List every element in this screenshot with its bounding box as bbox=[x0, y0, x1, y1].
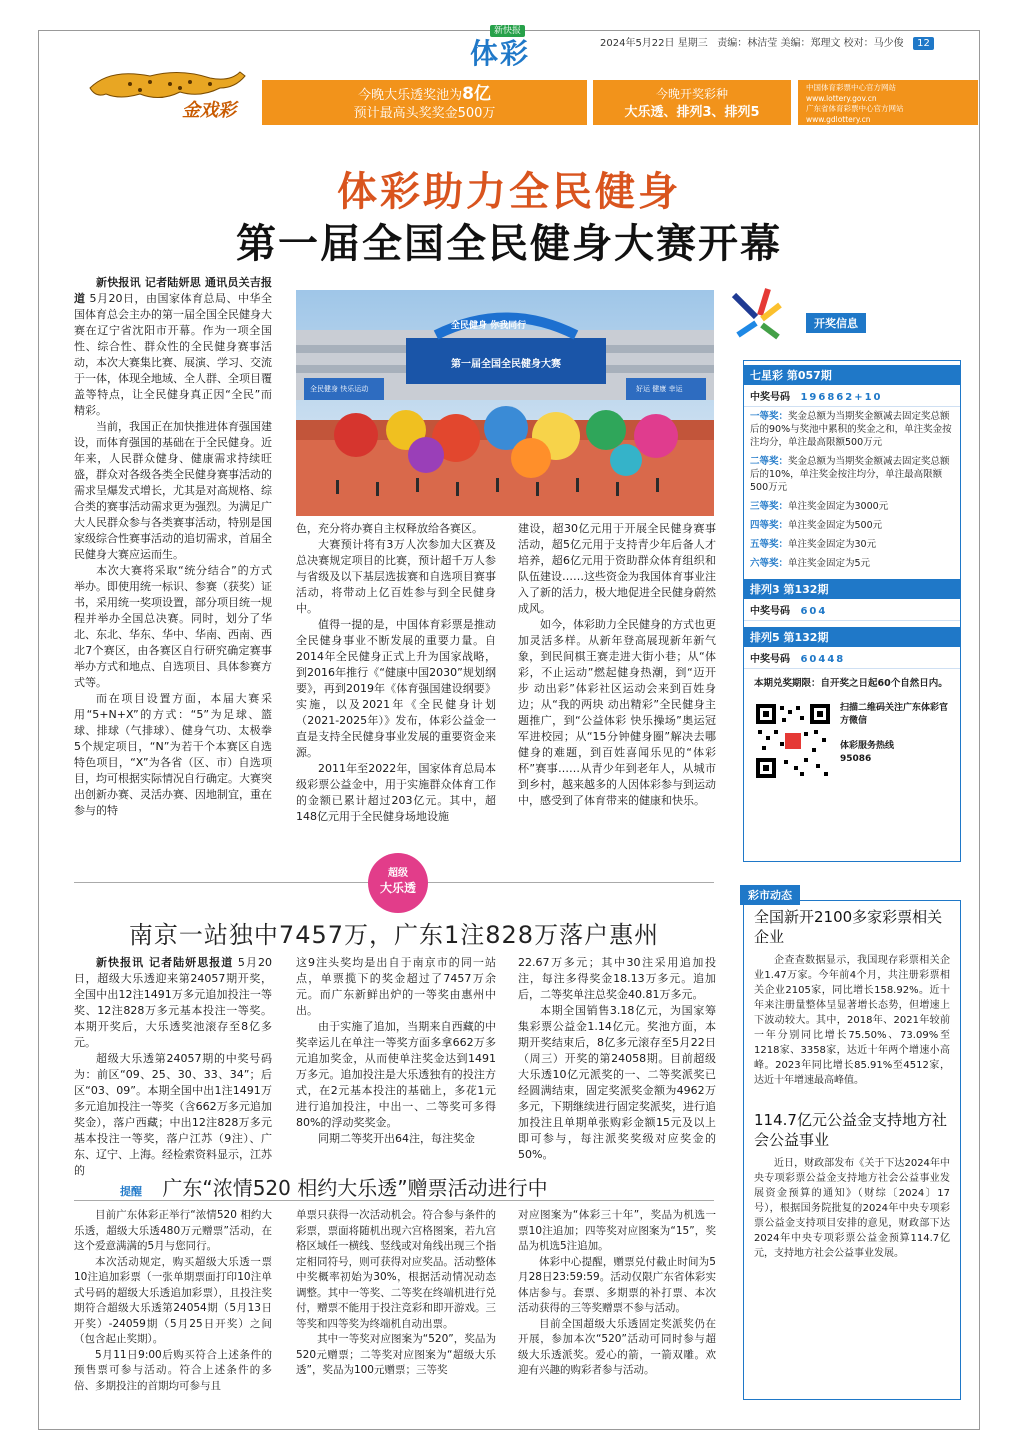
prize-deadline: 本期兑奖期限：自开奖之日起60个自然日内。 bbox=[754, 678, 948, 689]
notice-col1: 目前广东体彩正举行“浓情520 相约大乐透，超级大乐透480万元赠票”活动，在这个爱意满满的5月与您同行。 本次活动规定，购买超级大乐透一票10注追加彩票（一张单期票面打印10注单式号码的超级大乐透追加彩票），且投注奖期符合超级大乐透第24054期（5月13日开奖）-24059期（5月25日开奖）之间（包含起止奖期）。 5月11日9:00后购买符合上述条件的预售票可参与活动。符合上述条件的多倍、多期投注的首期均可参与且 bbox=[74, 1209, 272, 1392]
prize2: 二等奖：奖金总额为当期奖金额减去固定奖总额后的10%，单注奖金按注均分，单注最高限额500万元 bbox=[750, 456, 950, 493]
news-item1-body: 企查查数据显示，我国现存彩票相关企业1.47万家。今年前4个月，共注册彩票相关企业2105家，同比增长158.92%。近十年来注册量整体呈显著增长态势，但增速上下波动较大。其中，2018年、2021年较前一年分别同比增长75.50%、73.09%至1218家、3358家，达近十年两个增速小高峰。2023年同比增长85.91%至4512家，达近十年增速最高峰值。 bbox=[754, 955, 950, 1086]
qxc-title: 七星彩 第057期 bbox=[744, 365, 960, 385]
header-meta bbox=[600, 34, 934, 49]
super-lotto-badge: 超级 大乐透 bbox=[368, 853, 428, 913]
photo-side-right: 好运 健康 幸运 bbox=[636, 385, 683, 393]
headline-kicker: 体彩助力全民健身 bbox=[337, 168, 681, 215]
date-line: 2024年5月22日 星期三 bbox=[600, 38, 708, 49]
notice-rule bbox=[74, 1200, 714, 1201]
notice-col2: 单票只获得一次活动机会。符合参与条件的彩票，票面将随机出现六宫格图案，若九宫格区域任一横线、竖线或对角线出现三个指定相同符号，则可获得对应奖品。活动整体中奖概率初始为30%，根据活动情况动态调整。其中一等奖、二等奖在终端机进行兑付，赠票不能用于投注竞彩和即开游戏。三等奖和四等奖为终端机自动出票。 其中一等奖对应图案为“520”，奖品为520元赠票；二等奖对应图案为“超级大乐透”，奖品为100元赠票；三等奖 bbox=[296, 1209, 496, 1376]
lottery-logo bbox=[70, 58, 260, 128]
official-sites-banner: 中国体育彩票中心官方网站 www.lottery.gov.cn 广东省体育彩票中心官方网站 www.gdlottery.cn bbox=[798, 80, 978, 125]
draw-results-box bbox=[743, 360, 961, 862]
news-item2-body: 近日，财政部发布《关于下达2024年中央专项彩票公益金支持地方社会公益事业发展资金预算的通知》（财综〔2024〕17号），根据国务院批复的2024年中央专项彩票公益金支持项目安排的意见，财政部下达2024年中央专项彩票公益金预算114.7亿元，支持地方社会公益事业发展。 bbox=[754, 1158, 950, 1259]
news-tag: 彩市动态 bbox=[740, 884, 800, 905]
section-title: 体彩 bbox=[470, 37, 531, 70]
prize6: 六等奖：单注奖金固定为5元 bbox=[750, 558, 871, 569]
article1-col2: 色，充分将办赛自主权释放给各赛区。 大赛预计将有3万人次参加大区赛及总决赛规定项目的比赛，预计超千万人参与省级及以下基层选拔赛和自选项目赛事活动，将带动上亿百姓参与到全民健身中。 值得一提的是，中国体育彩票是推动全民健身事业不断发展的重要力量。自2014年全民健身正式上升为国家战略，到2016年推行《“健康中国2030”规划纲要》，再到2019年《体育强国建设纲要》实施，以及2021年《全民健身计划（2021-2025年）》发布，体彩公益金一直是支持全民健身事业发展的重要资金来源。 2011年至2022年，国家体育总局本级彩票公益金中，用于实施群众体育工作的金额已累计超过203亿元。其中，超148亿元用于全民健身场地设施 bbox=[296, 522, 496, 823]
article2-col2: 这9注头奖均是出自于南京市的同一站点，单票揽下的奖金超过了7457万余元。而广东新鲜出炉的一等奖由惠州中出。 由于实施了追加，当期来自西藏的中奖幸运儿在单注一等奖方面多拿662万多元追加奖金，从而使单注奖金达到1491万多元。追加投注是大乐透独有的投注方式，在2元基本投注的基础上，多花1元进行追加投注，中出一、二等奖可多得80%的浮动奖奖金。 同期二等奖开出64注，每注奖金 bbox=[296, 956, 496, 1145]
p3-title: 排列3 第132期 bbox=[744, 579, 960, 599]
article1-col1: 新快报讯 记者陆妍思 通讯员关吉报道 5月20日，由国家体育总局、中华全国体育总会主办的第一届全国全民健身大赛在辽宁省沈阳市开幕。作为一项全国性、综合性、群众性的全民健身赛事活动，本次大赛集比赛、展演、学习、交流于一体，体现全地域、全人群、全项目覆盖等特点，让全民健身真正因“全民”而精彩。 当前，我国正在加快推进体育强国建设，而体育强国的基础在于全民健身。近年来，人民群众健身、健康需求持续旺盛，群众对各级各类全民健身赛事活动的需求呈爆发式增长，尤其是对高规格、综合类的赛事活动需求更为强烈。为满足广大人民群众参与各类赛事活动，特别是国家级综合性赛事活动的追切需求，首届全民健身大赛应运而生。 本次大赛将采取“统分结合”的方式举办。即使用统一标识、参赛（获奖）证书，采用统一奖项设置，部分项目统一规程并举办全国总决赛。同时，划分了华北、东北、华东、华中、华南、西南、西北7个赛区，由各赛区自行研究确定赛事举办方式和地点、自选项目、具体参赛方式等。 而在项目设置方面，本届大赛采用“5+N+X”的方式：“5”为足球、篮球、排球（气排球）、健身气功、太极拳5个规定项目，“N”为若干个本赛区自选特色项目，“X”为各省（区、市）自选项目，均可根据实际情况自行确定。大赛突出创新办赛、灵活办赛、因地制宜，重在参与的特 bbox=[74, 276, 272, 817]
section-tag: 新快报 bbox=[490, 18, 525, 37]
site2-link[interactable]: www.gdlottery.cn bbox=[806, 114, 871, 124]
draw-banner: 今晚开奖彩种 大乐透、排列3、排列5 bbox=[593, 80, 791, 125]
logo-text: 金戏彩 bbox=[182, 100, 236, 121]
notice-tag: 提醒 bbox=[120, 1185, 142, 1198]
hotline-label: 体彩服务热线 bbox=[840, 741, 895, 751]
article2-byline: 新快报讯 记者陆妍思报道 bbox=[96, 956, 234, 969]
page-number: 12 bbox=[913, 37, 934, 50]
editors-line: 责编：林洁莹 美编：郑理文 校对：马少俊 bbox=[717, 38, 904, 49]
p5-numbers: 中奖号码 60448 bbox=[744, 647, 960, 669]
article1-byline: 新快报讯 记者陆妍思 通讯员关吉报道 bbox=[74, 276, 272, 305]
news-item2-title: 114.7亿元公益金支持地方社会公益事业 bbox=[754, 1111, 947, 1149]
market-news-box bbox=[743, 900, 961, 1400]
prize1: 一等奖：奖金总额为当期奖金额减去固定奖总额后的90%与奖池中累积的奖金之和，单注奖金按注均分，单注最高限额500万元 bbox=[750, 411, 952, 448]
jackpot-amount: 8亿 bbox=[462, 84, 491, 104]
article2-col1: 新快报讯 记者陆妍思报道 5月20日，超级大乐透迎来第24057期开奖，全国中出12注1491万多元追加投注一等奖、12注828万多元基本投注一等奖。本期开奖后，大乐透奖池滚存至8亿多元。 超级大乐透第24057期的中奖号码为：前区“09、25、30、33、34”；后区“03、09”。本期全国中出1注1491万多元追加投注一等奖（含662万多元追加奖金），落户西藏；中出12注828万多元基本投注一等奖，落户江苏（9注）、广东、辽宁、上海。经检索资料显示，江苏的 bbox=[74, 956, 272, 1177]
article2-title: 南京一站独中7457万，广东1注828万落户惠州 bbox=[128, 921, 660, 949]
prize3: 三等奖：单注奖金固定为3000元 bbox=[750, 501, 889, 512]
photo-side-left: 全民健身 快乐运动 bbox=[310, 385, 369, 393]
prize4: 四等奖：单注奖金固定为500元 bbox=[750, 520, 883, 531]
photo-banner-text: 全民健身 你我同行 bbox=[451, 321, 527, 331]
article1-col3: 建设，超30亿元用于开展全民健身赛事活动，超5亿元用于支持青少年后备人才培养，超6亿元用于资助群众体育组织和队伍建设……这些资金为我国体育事业注入了新的活力，极大地促进全民健身蔚然成风。 如今，体彩助力全民健身的方式也更加灵活多样。从新年登高展现新年新气象，到民间棋王赛走进大街小巷；从“体彩，不止运动”燃起健身热潮，到“迈开步 动出彩”体彩社区运动会来到百姓身边；从“我的两块 动出精彩”全民健身主题推广，到“公益体彩 快乐操场”奥运冠军进校园；从“15分钟健身圈”解决去哪健身的难题，到百姓喜闻乐见的“体彩杯”赛事……从青少年到老年人，从城市到乡村，越来越多的人因体彩参与到运动中，感受到了体育带来的健康和快乐。 bbox=[518, 522, 716, 807]
article2-col3: 22.67万多元；其中30注采用追加投注，每注多得奖金18.13万多元。追加后，二等奖单注总奖金40.81万多元。 本期全国销售3.18亿元，为国家筹集彩票公益金1.14亿元。奖池方面，本期开奖结束后，8亿多元滚存至5月22日（周三）开奖的第24058期。目前超级大乐透10亿元派奖的一、二等奖派奖已经圆满结束，固定奖派奖金额为4962万多元，下期继续进行固定奖派奖，进行追加投注且单期单张购彩金额15元及以上即可参与，每注派奖奖级对应奖金的50%。 bbox=[518, 956, 716, 1161]
headline-title: 第一届全国全民健身大赛开幕 bbox=[236, 220, 782, 267]
notice-title: 广东“浓情520 相约大乐透”赠票活动进行中 bbox=[162, 1176, 548, 1200]
prize5: 五等奖：单注奖金固定为30元 bbox=[750, 539, 877, 550]
hotline-number: 95086 bbox=[840, 754, 872, 764]
sidebar-tag: 开奖信息 bbox=[806, 312, 866, 333]
news-item1-title: 全国新开2100多家彩票相关企业 bbox=[754, 908, 943, 946]
qr-caption: 扫描二维码关注广东体彩官方微信 bbox=[840, 703, 949, 726]
p5-title: 排列5 第132期 bbox=[744, 627, 960, 647]
sports-lottery-logo bbox=[728, 285, 788, 345]
jackpot-banner: 今晚大乐透奖池为8亿 预计最高头奖奖金500万 bbox=[262, 80, 587, 125]
wechat-qr-code[interactable] bbox=[754, 702, 832, 780]
event-photo bbox=[296, 290, 714, 516]
notice-col3: 对应图案为“体彩三十年”，奖品为机选一票10注追加；四等奖对应图案为“15”，奖品为机选5注追加。 体彩中心提醒，赠票兑付截止时间为5月28日23:59:59。活动仅限广东省体彩实体店参与。套票、多期票的补打票、本次活动获得的三等奖赠票不参与活动。 目前全国超级大乐透固定奖派奖仍在开展，参加本次“520”活动可同时参与超级大乐透派奖。爱心的箭，一箭双雕。欢迎有兴趣的购彩者参与活动。 bbox=[518, 1209, 716, 1376]
p3-numbers: 中奖号码 604 bbox=[744, 599, 960, 621]
photo-board-text: 第一届全国全民健身大赛 bbox=[451, 359, 561, 370]
site1-link[interactable]: www.lottery.gov.cn bbox=[806, 93, 877, 103]
qxc-numbers: 中奖号码 196862+10 bbox=[744, 385, 960, 407]
notice-header bbox=[120, 1172, 716, 1201]
